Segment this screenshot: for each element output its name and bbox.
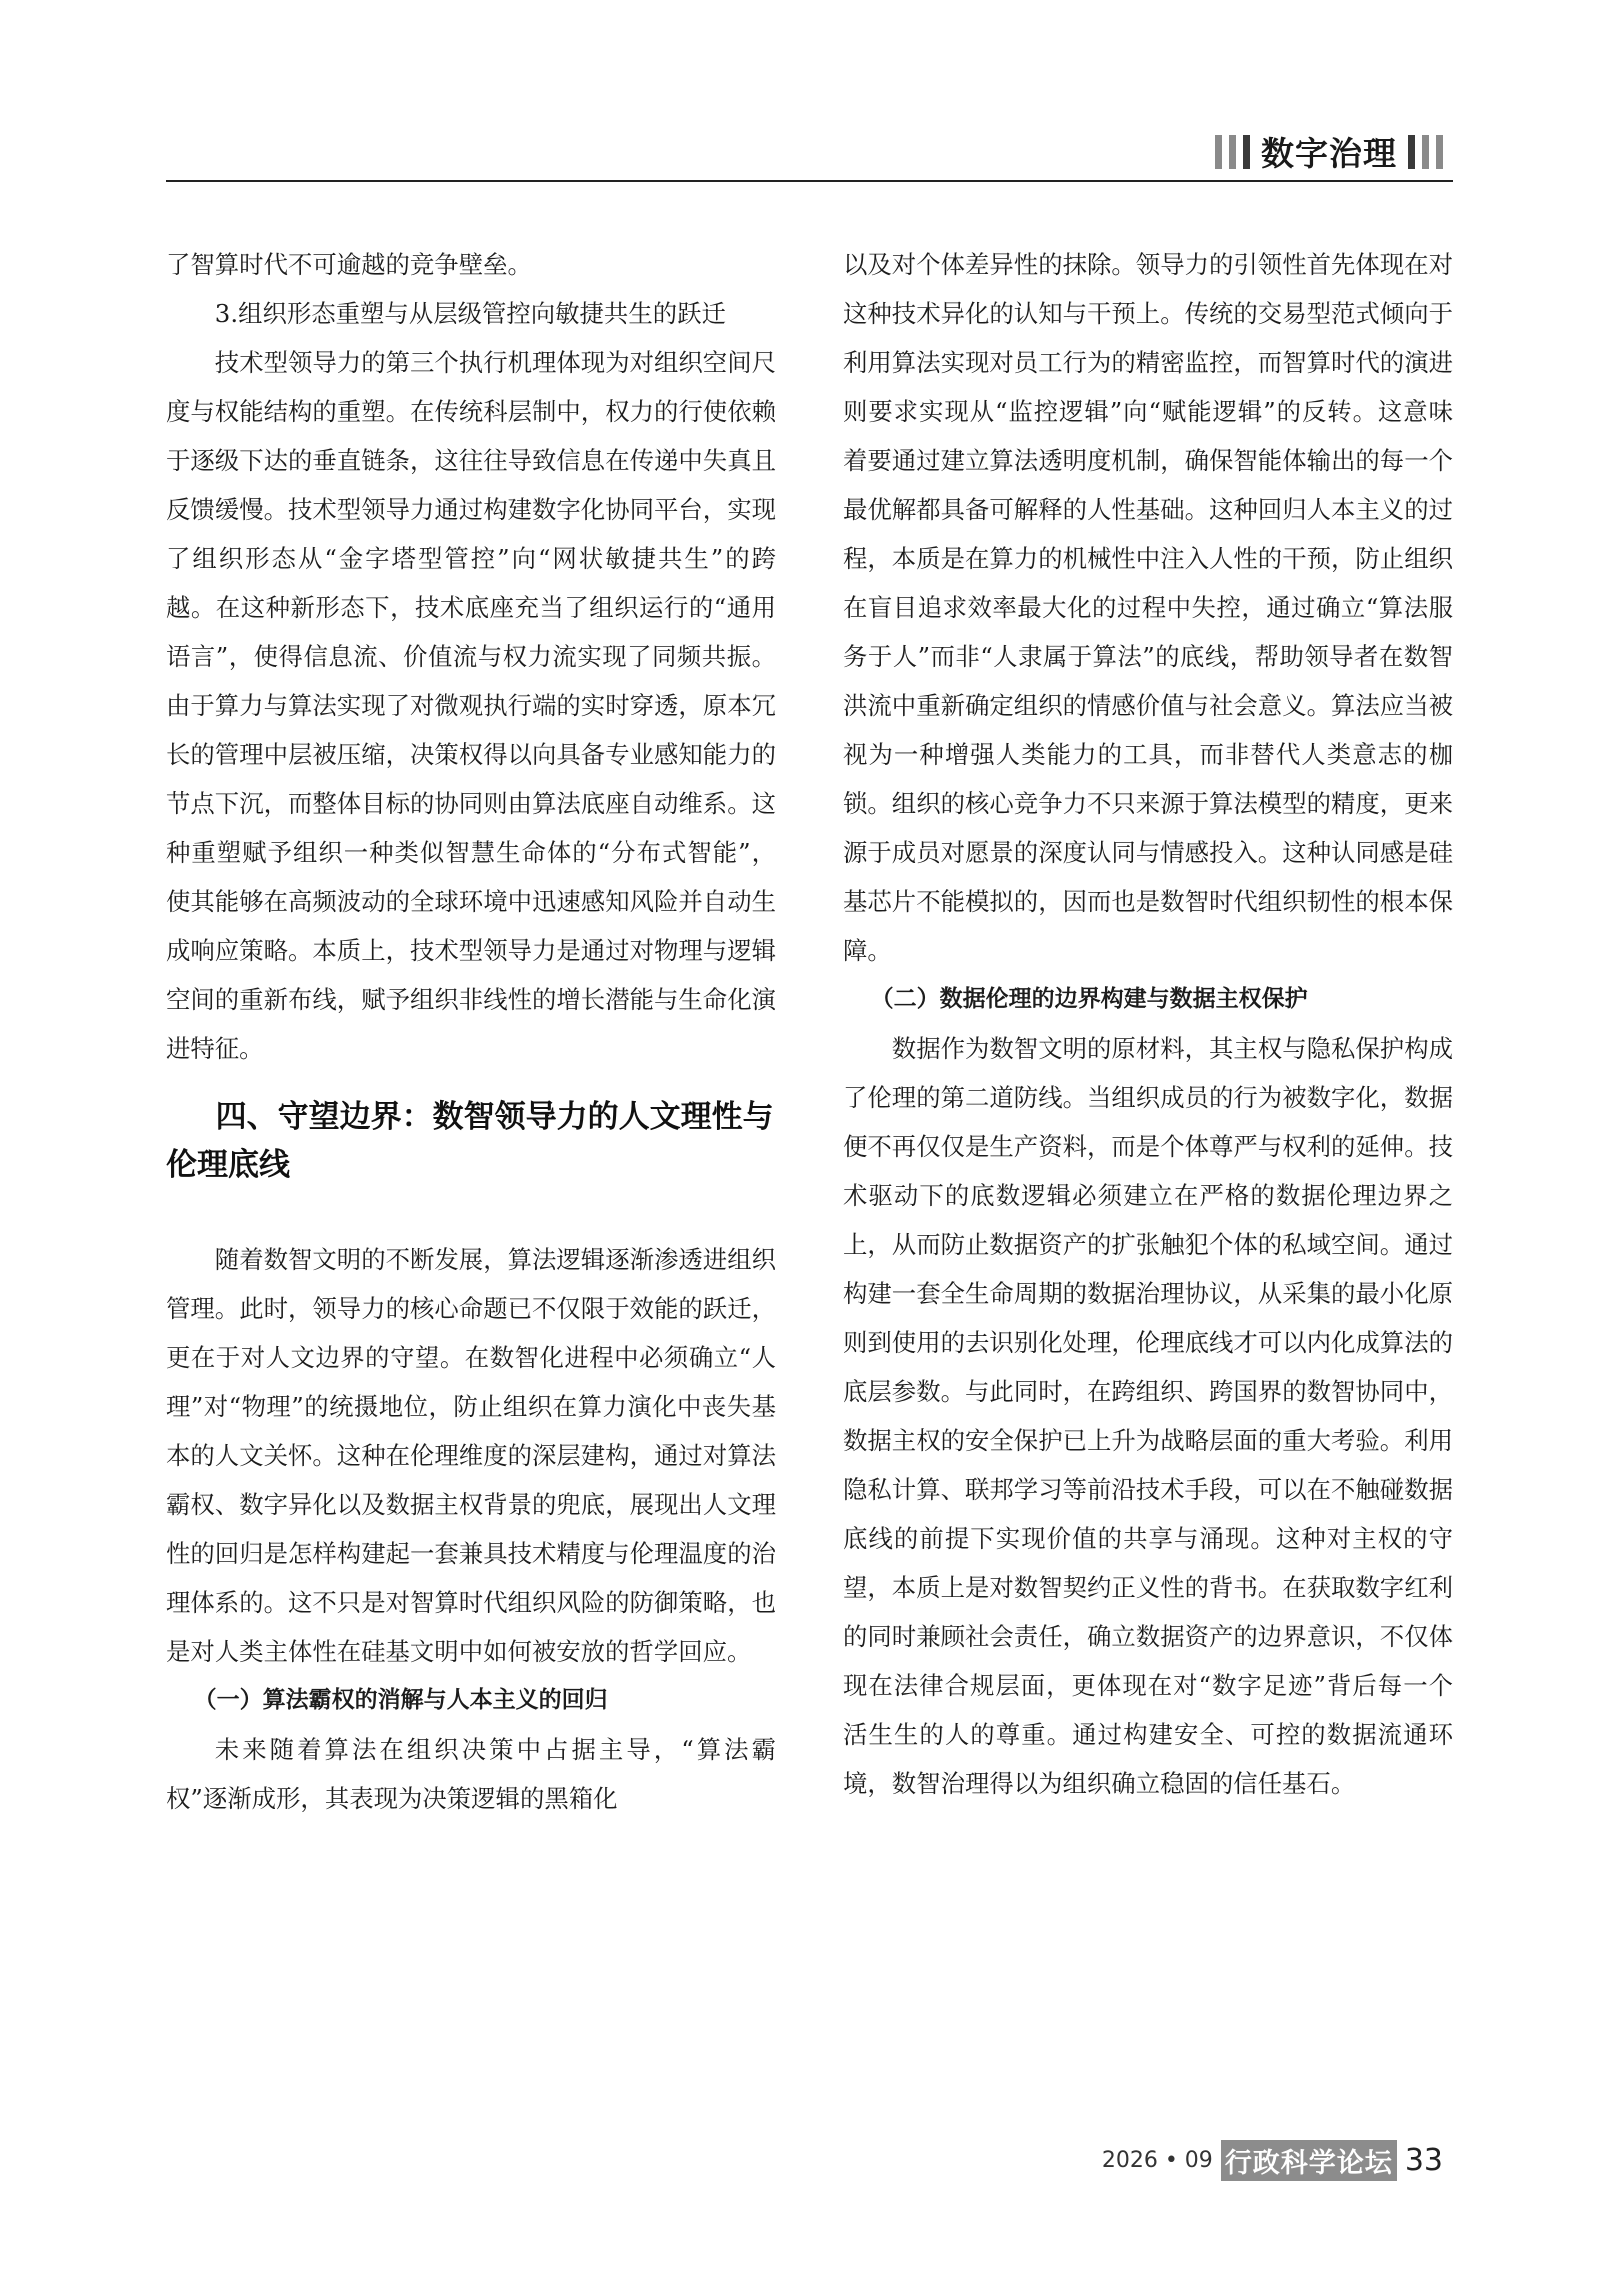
section-label: 数字治理 bbox=[1261, 134, 1397, 173]
page-footer bbox=[1102, 2140, 1443, 2181]
paragraph: 以及对个体差异性的抹除。领导力的引领性首先体现在对这种技术异化的认知与干预上。传统的交易型范式倾向于利用算法实现对员工行为的精密监控，而智算时代的演进则要求实现从“监控逻辑”向“赋能逻辑”的反转。这意味着要通过建立算法透明度机制，确保智能体输出的每一个最优解都具备可解释的人性基础。这种回归人本主义的过程，本质是在算力的机械性中注入人性的干预，防止组织在盲目追求效率最大化的过程中失控，通过确立“算法服务于人”而非“人隶属于算法”的底线，帮助领导者在数智洪流中重新确定组织的情感价值与社会意义。算法应当被视为一种增强人类能力的工具，而非替代人类意志的枷锁。组织的核心竞争力不只来源于算法模型的精度，更来源于成员对愿景的深度认同与情感投入。这种认同感是硅基芯片不能模拟的，因而也是数智时代组织韧性的根本保障。 bbox=[843, 250, 1453, 965]
header-bar-decoration bbox=[1422, 135, 1429, 169]
running-header bbox=[1215, 128, 1443, 175]
paragraph: 随着数智文明的不断发展，算法逻辑逐渐渗透进组织管理。此时，领导力的核心命题已不仅限于效能的跃迁，更在于对人文边界的守望。在数智化进程中必须确立“人理”对“物理”的统摄地位，防止组织在算力演化中丧失基本的人文关怀。这种在伦理维度的深层建构，通过对算法霸权、数字异化以及数据主权背景的兜底，展现出人文理性的回归是怎样构建起一套兼具技术精度与伦理温度的治理体系的。这不只是对智算时代组织风险的防御策略，也是对人类主体性在硅基文明中如何被安放的哲学回应。 bbox=[166, 1245, 776, 1666]
right-column bbox=[843, 240, 1453, 1808]
issue-number: 2026 • 09 bbox=[1101, 2148, 1213, 2173]
header-bar-decoration bbox=[1408, 135, 1415, 169]
header-bar-decoration bbox=[1215, 135, 1222, 169]
header-bar-decoration bbox=[1243, 135, 1250, 169]
header-bar-decoration bbox=[1229, 135, 1236, 169]
paragraph: 数据作为数智文明的原材料，其主权与隐私保护构成了伦理的第二道防线。当组织成员的行为被数字化，数据便不再仅仅是生产资料，而是个体尊严与权利的延伸。技术驱动下的底数逻辑必须建立在严格的数据伦理边界之上，从而防止数据资产的扩张触犯个体的私域空间。通过构建一套全生命周期的数据治理协议，从采集的最小化原则到使用的去识别化处理，伦理底线才可以内化成算法的底层参数。与此同时，在跨组织、跨国界的数智协同中，数据主权的安全保护已上升为战略层面的重大考验。利用隐私计算、联邦学习等前沿技术手段，可以在不触碰数据底线的前提下实现价值的共享与涌现。这种对主权的守望，本质上是对数智契约正义性的背书。在获取数字红利的同时兼顾社会责任，确立数据资产的边界意识，不仅体现在法律合规层面，更体现在对“数字足迹”背后每一个活生生的人的尊重。通过构建安全、可控的数据流通环境，数智治理得以为组织确立稳固的信任基石。 bbox=[843, 1034, 1453, 1798]
section-heading: 四、守望边界：数智领导力的人文理性与伦理底线 bbox=[166, 1099, 774, 1183]
header-bar-decoration bbox=[1436, 135, 1443, 169]
left-column bbox=[166, 240, 776, 1823]
header-rule bbox=[166, 180, 1453, 182]
paragraph: 了智算时代不可逾越的竞争壁垒。 bbox=[166, 250, 532, 279]
subsection-heading: （二）数据伦理的边界构建与数据主权保护 bbox=[870, 986, 1308, 1012]
page-number: 33 bbox=[1404, 2143, 1443, 2178]
paragraph: 技术型领导力的第三个执行机理体现为对组织空间尺度与权能结构的重塑。在传统科层制中，权力的行使依赖于逐级下达的垂直链条，这往往导致信息在传递中失真且反馈缓慢。技术型领导力通过构建数字化协同平台，实现了组织形态从“金字塔型管控”向“网状敏捷共生”的跨越。在这种新形态下，技术底座充当了组织运行的“通用语言”，使得信息流、价值流与权力流实现了同频共振。由于算力与算法实现了对微观执行端的实时穿透，原本冗长的管理中层被压缩，决策权得以向具备专业感知能力的节点下沉，而整体目标的协同则由算法底座自动维系。这种重塑赋予组织一种类似智慧生命体的“分布式智能”，使其能够在高频波动的全球环境中迅速感知风险并自动生成响应策略。本质上，技术型领导力是通过对物理与逻辑空间的重新布线，赋予组织非线性的增长潜能与生命化演进特征。 bbox=[166, 348, 776, 1063]
journal-name: 行政科学论坛 bbox=[1221, 2140, 1397, 2181]
paragraph: 未来随着算法在组织决策中占据主导，“算法霸权”逐渐成形，其表现为决策逻辑的黑箱化 bbox=[166, 1735, 776, 1813]
subsection-heading: （一）算法霸权的消解与人本主义的回归 bbox=[193, 1687, 608, 1713]
subsection-heading: 3.组织形态重塑与从层级管控向敏捷共生的跃迁 bbox=[214, 299, 726, 328]
